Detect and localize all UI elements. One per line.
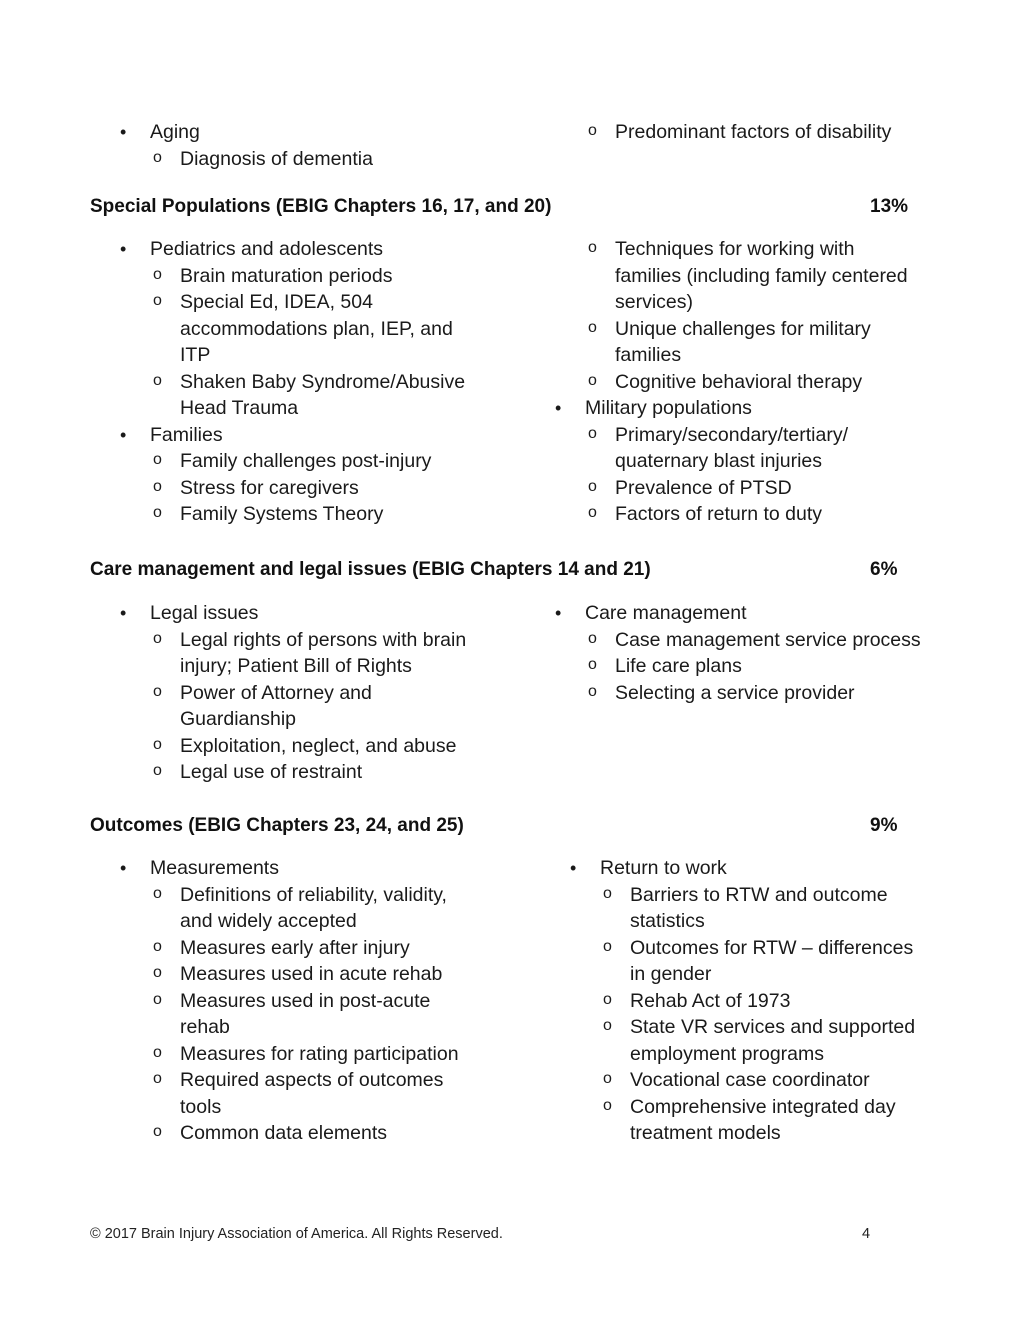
sub-list-item-continued: rehab [180, 1016, 230, 1038]
list-item: • Care management [525, 600, 921, 627]
care-left-list [90, 600, 466, 786]
sub-list-item: o Brain maturation periods [90, 263, 465, 290]
list-item: • Families [90, 422, 465, 449]
sub-list-item-continued: services) [615, 291, 694, 313]
sub-list-item: o Prevalence of PTSD [525, 475, 908, 502]
disability-list [525, 119, 891, 146]
sub-list-item: o Legal rights of persons with brain [90, 627, 466, 654]
sub-list-item-continued: treatment models [630, 1122, 781, 1144]
section-heading-care-management: Care management and legal issues (EBIG Chapters 14 and 21) [90, 559, 651, 580]
sub-list-item: o Unique challenges for military [525, 316, 908, 343]
sub-list-item: o Measures used in acute rehab [90, 961, 459, 988]
sub-list-item: o Stress for caregivers [90, 475, 465, 502]
sub-list-item: o State VR services and supported [540, 1014, 915, 1041]
list-item: • Aging [90, 119, 373, 146]
sub-list-item: o Required aspects of outcomes [90, 1067, 459, 1094]
sub-list-item-continued: tools [180, 1095, 222, 1118]
sub-list-item: o Definitions of reliability, validity, [90, 882, 459, 909]
sub-list-item: o Measures early after injury [90, 935, 459, 962]
section-percent-outcomes: 9% [870, 815, 898, 836]
sub-list-item: o Exploitation, neglect, and abuse [90, 733, 466, 760]
outcomes-left-list [90, 855, 459, 1147]
aging-list [90, 119, 373, 172]
sub-list-item-continued: families [615, 344, 682, 366]
footer-copyright: © 2017 Brain Injury Association of America. All Rights Reserved. [90, 1226, 503, 1242]
sub-list-item: o Comprehensive integrated day [540, 1094, 915, 1121]
list-item: • Pediatrics and adolescents [90, 236, 465, 263]
sub-list-item: o Legal use of restraint [90, 759, 466, 786]
sub-list-item: o Techniques for working with [525, 236, 908, 263]
sub-list-item-continued: in gender [630, 963, 712, 985]
sub-list-item-continued: Head Trauma [180, 397, 299, 419]
sub-list-item: o Vocational case coordinator [540, 1067, 915, 1094]
sub-list-item: o Case management service process [525, 627, 921, 654]
sub-list-item: o Barriers to RTW and outcome [540, 882, 915, 909]
sub-list-item: o Selecting a service provider [525, 680, 921, 707]
sub-list-item: o Shaken Baby Syndrome/Abusive [90, 369, 465, 396]
sub-list-item: o Primary/secondary/tertiary/ [525, 422, 908, 449]
sub-list-item-continued: quaternary blast injuries [615, 450, 823, 472]
sub-list-item-continued: Guardianship [180, 708, 296, 730]
sub-list-item-continued: families (including family centered [615, 264, 908, 287]
section-percent-special-populations: 13% [870, 196, 909, 217]
sub-list-item-continued: employment programs [630, 1042, 824, 1065]
section-percent-care-management: 6% [870, 559, 898, 580]
sub-list-item: o Measures for rating participation [90, 1041, 459, 1068]
special-right-list [525, 236, 908, 528]
sub-list-item: o Special Ed, IDEA, 504 [90, 289, 465, 316]
sub-list-item: o Rehab Act of 1973 [540, 988, 915, 1015]
sub-list-item-continued: and widely accepted [180, 910, 357, 932]
sub-list-item: o Family Systems Theory [90, 501, 465, 528]
list-item: • Military populations [525, 395, 908, 422]
section-heading-special-populations: Special Populations (EBIG Chapters 16, 17, and 20) [90, 196, 552, 217]
sub-list-item: o Predominant factors of disability [525, 119, 891, 146]
section-heading-outcomes: Outcomes (EBIG Chapters 23, 24, and 25) [90, 815, 464, 836]
list-item: • Measurements [90, 855, 459, 882]
sub-list-item-continued: injury; Patient Bill of Rights [180, 655, 412, 677]
sub-list-item: o Measures used in post-acute [90, 988, 459, 1015]
list-item: • Return to work [540, 855, 915, 882]
sub-list-item: o Factors of return to duty [525, 501, 908, 528]
outcomes-right-list [540, 855, 915, 1147]
sub-list-item: o Family challenges post-injury [90, 448, 465, 475]
sub-list-item: o Cognitive behavioral therapy [525, 369, 908, 396]
care-right-list [525, 600, 921, 706]
sub-list-item-continued: statistics [630, 910, 705, 932]
sub-list-item: o Outcomes for RTW – differences [540, 935, 915, 962]
sub-list-item: o Diagnosis of dementia [90, 146, 373, 173]
sub-list-item: o Life care plans [525, 653, 921, 680]
footer-page-number: 4 [862, 1226, 871, 1242]
sub-list-item: o Power of Attorney and [90, 680, 466, 707]
special-left-list [90, 236, 465, 528]
sub-list-item: o Common data elements [90, 1120, 459, 1147]
list-item: • Legal issues [90, 600, 466, 627]
sub-list-item-continued: ITP [180, 344, 211, 366]
sub-list-item-continued: accommodations plan, IEP, and [180, 317, 453, 340]
